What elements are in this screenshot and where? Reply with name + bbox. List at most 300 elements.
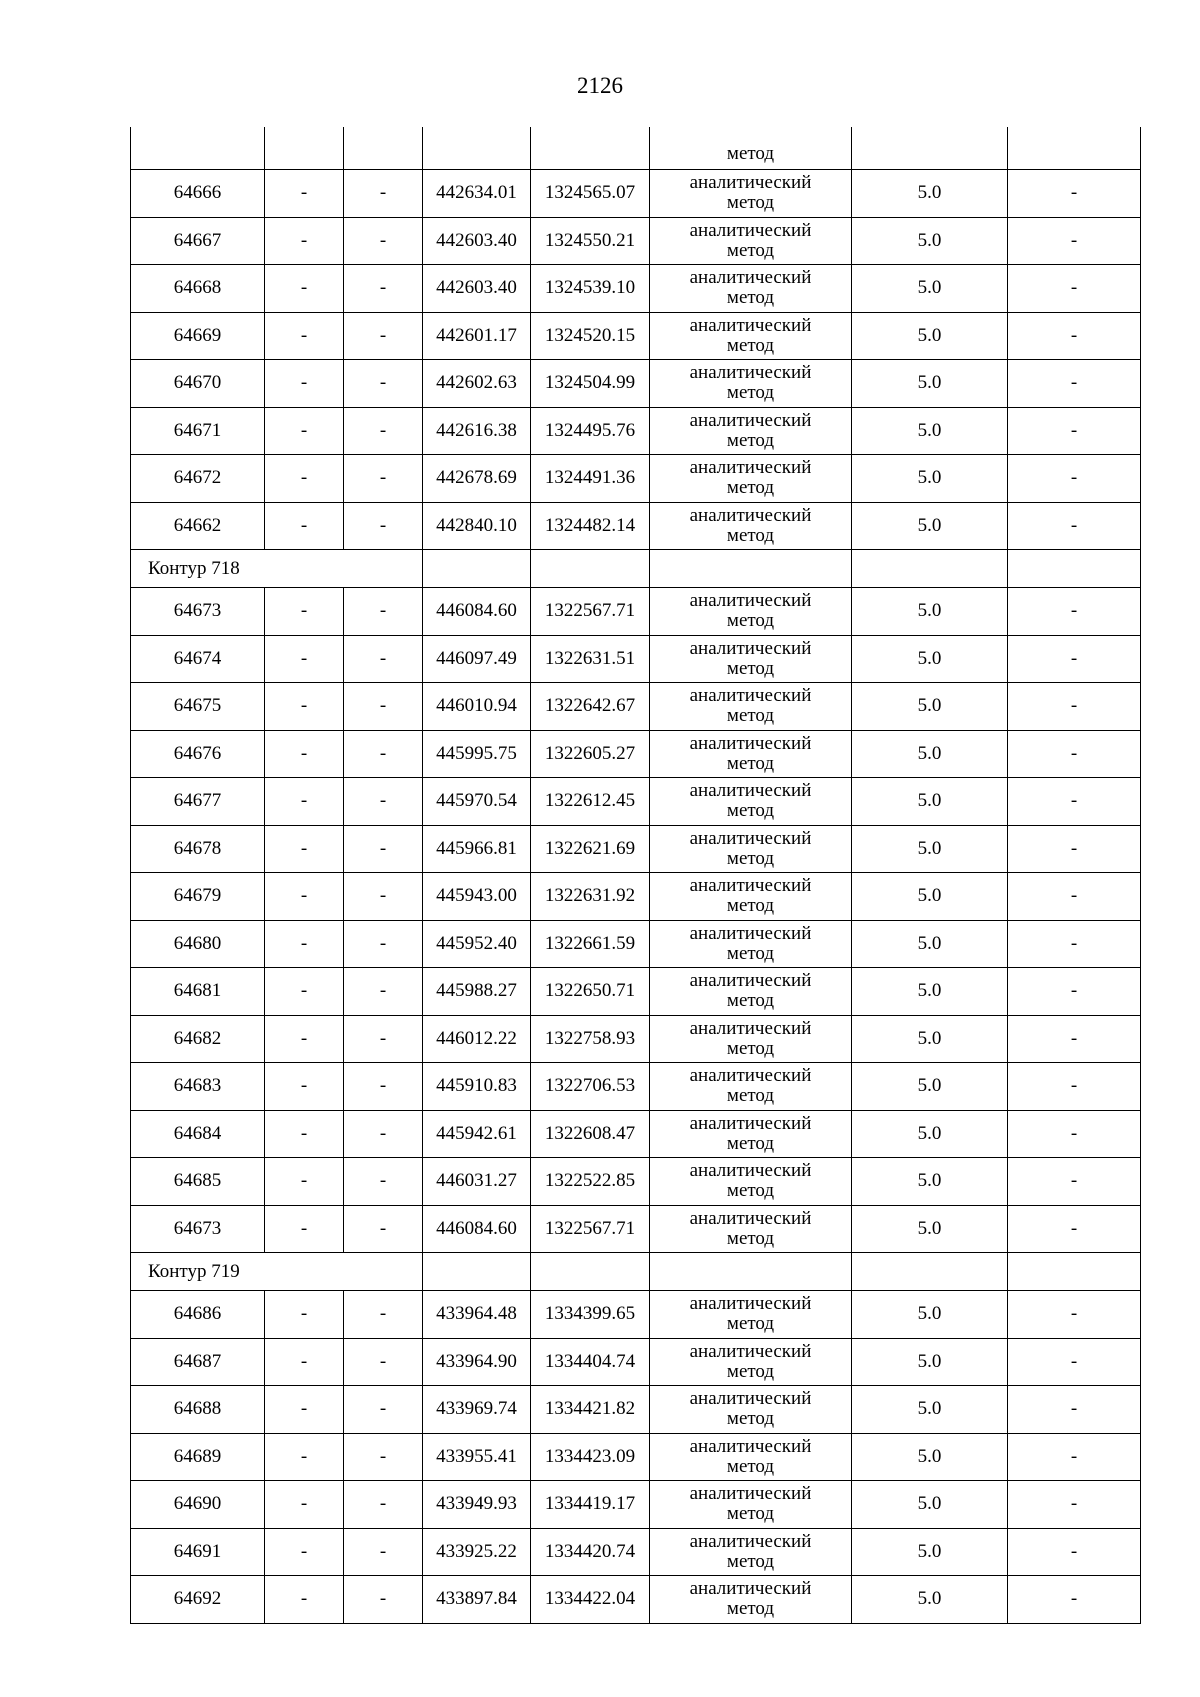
coord-y: 1334421.82 [531,1386,650,1434]
method-line-2: метод [726,847,775,869]
method-cell [650,217,852,265]
dash-cell: - [265,360,344,408]
method-line-2: метод [726,192,775,214]
method-cell [650,502,852,550]
coord-y: 1324520.15 [531,312,650,360]
dash-cell: - [1008,170,1141,218]
cell-empty [531,127,650,170]
table-row [131,635,1141,683]
coord-x: 442634.01 [423,170,531,218]
method-cell [650,170,852,218]
table-row [131,683,1141,731]
cell-empty [131,127,265,170]
coord-y: 1324482.14 [531,502,650,550]
point-id: 64672 [131,455,265,503]
accuracy-cell: 5.0 [852,1433,1008,1481]
coord-y: 1322605.27 [531,730,650,778]
method-cell [650,1110,852,1158]
method-line-2: метод [726,895,775,917]
cell-empty [531,1253,650,1291]
dash-cell: - [344,1433,423,1481]
method-line-2: метод [726,287,775,309]
coord-x: 433964.48 [423,1291,531,1339]
dash-cell: - [344,588,423,636]
dash-cell: - [344,873,423,921]
coord-x: 445970.54 [423,778,531,826]
table-row [131,312,1141,360]
method-line-2: метод [726,800,775,822]
accuracy-cell: 5.0 [852,1338,1008,1386]
dash-cell: - [265,1576,344,1624]
coord-x: 442603.40 [423,265,531,313]
coord-x: 433964.90 [423,1338,531,1386]
dash-cell: - [1008,1338,1141,1386]
table-row [131,1158,1141,1206]
cell-empty [423,1253,531,1291]
dash-cell: - [344,968,423,1016]
coord-x: 442601.17 [423,312,531,360]
coord-y: 1324539.10 [531,265,650,313]
point-id: 64674 [131,635,265,683]
table-row [131,265,1141,313]
method-line-1: аналитический [689,1530,812,1552]
table-body [131,127,1141,1623]
dash-cell: - [1008,1576,1141,1624]
method-line-1: аналитический [689,1483,812,1505]
dash-cell: - [344,360,423,408]
dash-cell: - [1008,778,1141,826]
method-cell [650,1291,852,1339]
coord-y: 1322567.71 [531,588,650,636]
accuracy-cell: 5.0 [852,1576,1008,1624]
coord-y: 1322661.59 [531,920,650,968]
point-id: 64679 [131,873,265,921]
point-id: 64668 [131,265,265,313]
dash-cell: - [265,1015,344,1063]
dash-cell: - [344,1110,423,1158]
dash-cell: - [1008,1063,1141,1111]
dash-cell: - [344,825,423,873]
contour-title: Контур 718 [131,550,423,588]
coord-x: 445943.00 [423,873,531,921]
accuracy-cell: 5.0 [852,407,1008,455]
coord-y: 1322621.69 [531,825,650,873]
cell-empty [1008,550,1141,588]
table-row [131,1015,1141,1063]
cell-empty [852,1253,1008,1291]
point-id: 64687 [131,1338,265,1386]
cell-empty [650,1253,852,1291]
coord-y: 1334419.17 [531,1481,650,1529]
method-line-2: метод [726,524,775,546]
dash-cell: - [1008,1528,1141,1576]
method-line-1: аналитический [689,1340,812,1362]
dash-cell: - [1008,873,1141,921]
dash-cell: - [1008,217,1141,265]
continuation-row [131,127,1141,170]
table-row [131,1063,1141,1111]
method-cell [650,265,852,313]
accuracy-cell: 5.0 [852,873,1008,921]
coord-y: 1324565.07 [531,170,650,218]
dash-cell: - [265,635,344,683]
accuracy-cell: 5.0 [852,312,1008,360]
method-cell [650,968,852,1016]
method-cell [650,1481,852,1529]
method-line-1: аналитический [689,1578,812,1600]
table-row [131,1110,1141,1158]
accuracy-cell: 5.0 [852,778,1008,826]
method-cell [650,1433,852,1481]
point-id: 64662 [131,502,265,550]
contour-title: Контур 719 [131,1253,423,1291]
dash-cell: - [344,217,423,265]
method-line-1: аналитический [689,504,812,526]
method-cell [650,873,852,921]
dash-cell: - [1008,825,1141,873]
accuracy-cell: 5.0 [852,1158,1008,1206]
table-row [131,455,1141,503]
dash-cell: - [1008,360,1141,408]
method-line-1: аналитический [689,1293,812,1315]
cell-empty [531,550,650,588]
table-row [131,1205,1141,1253]
coord-y: 1324504.99 [531,360,650,408]
dash-cell: - [344,1063,423,1111]
method-line-1: аналитический [689,970,812,992]
table-row [131,588,1141,636]
coord-x: 446010.94 [423,683,531,731]
table-row [131,968,1141,1016]
method-cell [650,407,852,455]
coord-x: 446084.60 [423,1205,531,1253]
accuracy-cell: 5.0 [852,1063,1008,1111]
cell-empty [1008,127,1141,170]
method-line-2: метод [726,1455,775,1477]
accuracy-cell: 5.0 [852,825,1008,873]
table-row [131,360,1141,408]
method-cell [650,1528,852,1576]
method-cell [650,1576,852,1624]
coord-y: 1322567.71 [531,1205,650,1253]
method-line-1: аналитический [689,219,812,241]
method-cell [650,778,852,826]
accuracy-cell: 5.0 [852,1015,1008,1063]
dash-cell: - [1008,1015,1141,1063]
coord-y: 1324550.21 [531,217,650,265]
cell-empty [265,127,344,170]
method-line-1: аналитический [689,780,812,802]
dash-cell: - [265,265,344,313]
dash-cell: - [344,920,423,968]
page-number: 2126 [577,73,623,98]
dash-cell: - [265,1481,344,1529]
coord-x: 433955.41 [423,1433,531,1481]
dash-cell: - [1008,1158,1141,1206]
method-cell [650,1338,852,1386]
accuracy-cell: 5.0 [852,360,1008,408]
dash-cell: - [1008,407,1141,455]
method-line-2: метод [726,705,775,727]
method-line-2: метод [726,382,775,404]
coord-y: 1322758.93 [531,1015,650,1063]
coord-y: 1334404.74 [531,1338,650,1386]
accuracy-cell: 5.0 [852,1528,1008,1576]
accuracy-cell: 5.0 [852,588,1008,636]
cell-empty [344,127,423,170]
table-row [131,502,1141,550]
table-row [131,1291,1141,1339]
dash-cell: - [265,217,344,265]
dash-cell: - [265,1386,344,1434]
method-line-1: аналитический [689,362,812,384]
point-id: 64667 [131,217,265,265]
dash-cell: - [344,1481,423,1529]
dash-cell: - [265,1205,344,1253]
method-cell [650,1205,852,1253]
dash-cell: - [344,730,423,778]
point-id: 64678 [131,825,265,873]
accuracy-cell: 5.0 [852,920,1008,968]
method-cell [650,1063,852,1111]
method-line-2: метод [726,990,775,1012]
dash-cell: - [265,1433,344,1481]
dash-cell: - [265,778,344,826]
point-id: 64677 [131,778,265,826]
point-id: 64685 [131,1158,265,1206]
coord-x: 433897.84 [423,1576,531,1624]
method-line-2: метод [726,942,775,964]
method-line-2: метод [726,752,775,774]
method-line-2: метод [726,1408,775,1430]
dash-cell: - [344,170,423,218]
dash-cell: - [344,683,423,731]
method-line-2: метод [726,1227,775,1249]
method-line-1: аналитический [689,1435,812,1457]
dash-cell: - [265,683,344,731]
table-row [131,873,1141,921]
accuracy-cell: 5.0 [852,730,1008,778]
dash-cell: - [344,1291,423,1339]
coord-y: 1322631.51 [531,635,650,683]
method-line-2: метод [726,1313,775,1335]
point-id: 64683 [131,1063,265,1111]
dash-cell: - [1008,502,1141,550]
method-cell [650,588,852,636]
coord-y: 1334399.65 [531,1291,650,1339]
dash-cell: - [1008,1110,1141,1158]
method-cell [650,312,852,360]
coord-y: 1322608.47 [531,1110,650,1158]
coord-x: 445988.27 [423,968,531,1016]
dash-cell: - [344,1158,423,1206]
dash-cell: - [1008,730,1141,778]
point-id: 64675 [131,683,265,731]
table-row [131,730,1141,778]
dash-cell: - [1008,1481,1141,1529]
method-line-2: метод [726,429,775,451]
dash-cell: - [265,502,344,550]
dash-cell: - [1008,588,1141,636]
dash-cell: - [344,455,423,503]
dash-cell: - [265,1291,344,1339]
table-row [131,407,1141,455]
dash-cell: - [265,920,344,968]
dash-cell: - [344,778,423,826]
table-row [131,920,1141,968]
point-id: 64669 [131,312,265,360]
method-cell [650,730,852,778]
dash-cell: - [265,1110,344,1158]
point-id: 64690 [131,1481,265,1529]
dash-cell: - [344,1205,423,1253]
cell-empty [1008,1253,1141,1291]
point-id: 64671 [131,407,265,455]
dash-cell: - [1008,1205,1141,1253]
contour-header-row [131,1253,1141,1291]
table-row [131,825,1141,873]
method-line-2: метод [726,1085,775,1107]
accuracy-cell: 5.0 [852,502,1008,550]
accuracy-cell: 5.0 [852,968,1008,1016]
coord-y: 1324491.36 [531,455,650,503]
method-cell [650,825,852,873]
method-line-2: метод [726,1180,775,1202]
method-line-1: аналитический [689,922,812,944]
method-line-2: метод [726,477,775,499]
method-cell [650,1015,852,1063]
point-id: 64673 [131,1205,265,1253]
dash-cell: - [265,455,344,503]
dash-cell: - [265,312,344,360]
method-cell [650,920,852,968]
coord-x: 446012.22 [423,1015,531,1063]
coord-x: 433949.93 [423,1481,531,1529]
method-line-1: аналитический [689,590,812,612]
table-row [131,1433,1141,1481]
dash-cell: - [265,873,344,921]
method-line-1: аналитический [689,457,812,479]
method-line-1: аналитический [689,1017,812,1039]
accuracy-cell: 5.0 [852,217,1008,265]
method-line-1: аналитический [689,875,812,897]
table-row [131,778,1141,826]
table-row [131,170,1141,218]
dash-cell: - [265,825,344,873]
method-line-2: метод [726,1360,775,1382]
accuracy-cell: 5.0 [852,265,1008,313]
method-line-1: аналитический [689,1160,812,1182]
cell-method [650,127,852,170]
table-row [131,217,1141,265]
cell-empty [650,550,852,588]
dash-cell: - [265,1528,344,1576]
dash-cell: - [1008,1386,1141,1434]
coord-y: 1324495.76 [531,407,650,455]
point-id: 64670 [131,360,265,408]
dash-cell: - [344,1576,423,1624]
dash-cell: - [1008,968,1141,1016]
coordinates-table [130,127,1141,1624]
dash-cell: - [344,635,423,683]
coord-y: 1334423.09 [531,1433,650,1481]
cell-empty [423,127,531,170]
method-line-1: аналитический [689,1112,812,1134]
accuracy-cell: 5.0 [852,1291,1008,1339]
dash-cell: - [265,407,344,455]
dash-cell: - [344,502,423,550]
coord-x: 445910.83 [423,1063,531,1111]
method-line-2: метод [726,239,775,261]
dash-cell: - [344,1015,423,1063]
method-line-2: метод [726,657,775,679]
method-line-1: аналитический [689,637,812,659]
method-line-1: аналитический [689,827,812,849]
dash-cell: - [1008,635,1141,683]
coord-y: 1322631.92 [531,873,650,921]
method-line-2: метод [726,1598,775,1620]
dash-cell: - [1008,455,1141,503]
coord-x: 442616.38 [423,407,531,455]
table-row [131,1481,1141,1529]
method-line-2: метод [726,1132,775,1154]
table-row [131,1338,1141,1386]
dash-cell: - [1008,920,1141,968]
dash-cell: - [344,407,423,455]
method-line-1: аналитический [689,685,812,707]
coord-y: 1322650.71 [531,968,650,1016]
method-cell [650,635,852,683]
dash-cell: - [344,1528,423,1576]
method-cell [650,360,852,408]
method-line-1: аналитический [689,1207,812,1229]
point-id: 64684 [131,1110,265,1158]
method-line-1: аналитический [689,172,812,194]
coord-x: 442678.69 [423,455,531,503]
accuracy-cell: 5.0 [852,1110,1008,1158]
method-line-1: аналитический [689,1388,812,1410]
point-id: 64688 [131,1386,265,1434]
coord-x: 433969.74 [423,1386,531,1434]
accuracy-cell: 5.0 [852,683,1008,731]
coord-x: 442603.40 [423,217,531,265]
dash-cell: - [1008,265,1141,313]
dash-cell: - [1008,683,1141,731]
method-line-2: метод [726,610,775,632]
method-line-1: аналитический [689,732,812,754]
coord-y: 1322522.85 [531,1158,650,1206]
coord-y: 1334420.74 [531,1528,650,1576]
dash-cell: - [265,1158,344,1206]
dash-cell: - [344,265,423,313]
coord-x: 446097.49 [423,635,531,683]
coord-y: 1322642.67 [531,683,650,731]
dash-cell: - [265,968,344,1016]
coord-x: 442602.63 [423,360,531,408]
accuracy-cell: 5.0 [852,1386,1008,1434]
accuracy-cell: 5.0 [852,1481,1008,1529]
point-id: 64673 [131,588,265,636]
cell-empty [852,550,1008,588]
coord-y: 1322612.45 [531,778,650,826]
method-line-2: метод [726,1037,775,1059]
point-id: 64689 [131,1433,265,1481]
dash-cell: - [265,1063,344,1111]
table-row [131,1386,1141,1434]
coord-x: 445995.75 [423,730,531,778]
point-id: 64686 [131,1291,265,1339]
method-text: метод [726,143,775,164]
